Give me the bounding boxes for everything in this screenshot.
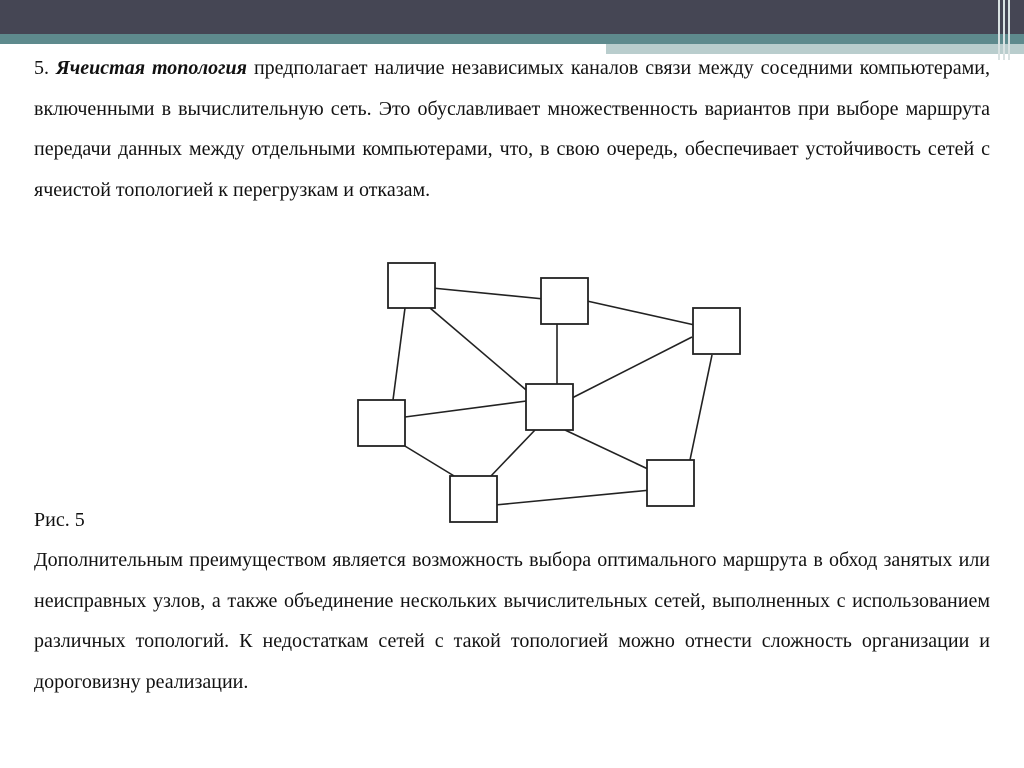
node-4 — [358, 400, 405, 446]
figure-caption: Рис. 5 — [34, 509, 85, 531]
node-7 — [647, 460, 694, 506]
link-3-5 — [572, 337, 692, 398]
paragraph-mesh-topology — [34, 48, 990, 210]
network-nodes — [358, 263, 740, 522]
node-6 — [450, 476, 497, 522]
slide-header-step — [0, 44, 606, 46]
node-5 — [526, 384, 573, 430]
paragraph-text: предполагает наличие независимых каналов связи между соседними компьютерами, включенными в вычислительную сеть. Это обуславливает множественность вариантов при выборе маршрута передачи данных между отдельными компьютерами, что, в свою очередь, обеспечивает устойчивость сетей с ячеистой топологией к перегрузкам и отказам. — [34, 57, 990, 201]
slide-header-bar — [0, 0, 1024, 34]
link-1-5 — [430, 308, 532, 395]
link-5-7 — [565, 430, 650, 470]
paragraph-advantages: Дополнительным преимуществом является возможность выбора оптимального маршрута в обход занятых или неисправных узлов, а также объединение нескольких вычислительных сетей, выполненных с использованием различных топологий. К недостаткам сетей с такой топологией можно отнести сложность организации и дороговизну реализации. — [34, 549, 990, 693]
slide-header-accent — [0, 34, 1024, 44]
node-3 — [693, 308, 740, 354]
node-2 — [541, 278, 588, 324]
link-5-6 — [490, 430, 535, 477]
corner-decoration — [998, 0, 1012, 60]
link-4-5 — [405, 400, 534, 417]
topology-term: Ячеистая топология — [55, 57, 247, 79]
mesh-topology-diagram — [350, 255, 750, 530]
node-1 — [388, 263, 435, 308]
link-3-7 — [690, 355, 712, 460]
paragraph-number: 5. — [34, 57, 56, 79]
link-6-7 — [495, 490, 651, 505]
